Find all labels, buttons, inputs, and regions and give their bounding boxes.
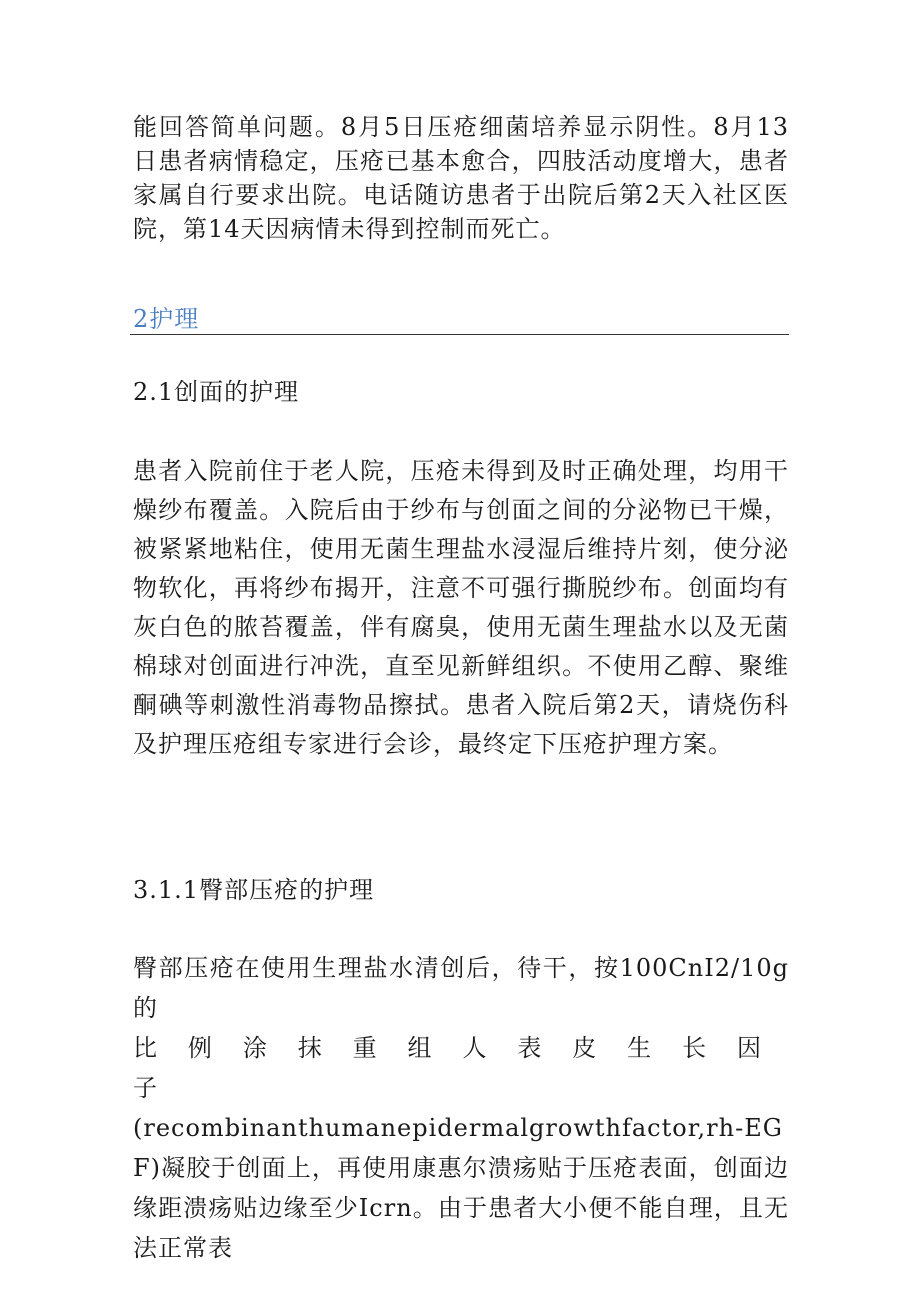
subsection-heading-wound-care: 2.1创面的护理 bbox=[133, 378, 300, 406]
paragraph-rest: (recombinanthumanepidermalgrowthfactor,rh-EGF)凝胶于创面上，再使用康惠尔溃疡贴于压疮表面，创面边缘距溃疡贴边缘至少Icrn。由于患者大小便不能自理，且无法正常表 bbox=[133, 1114, 789, 1262]
paragraph-wound-care: 患者入院前住于老人院，压疮未得到及时正确处理，均用干燥纱布覆盖。入院后由于纱布与创面之间的分泌物已干燥，被紧紧地粘住，使用无菌生理盐水浸湿后维持片刻，使分泌物软化，再将纱布揭开，注意不可强行撕脱纱布。创面均有灰白色的脓苔覆盖，伴有腐臭，使用无菌生理盐水以及无菌棉球对创面进行冲洗，直至见新鲜组织。不使用乙醇、聚维酮碘等刺激性消毒物品擦拭。患者入院后第2天，请烧伤科及护理压疮组专家进行会诊，最终定下压疮护理方案。 bbox=[133, 457, 789, 758]
section-heading-nursing: 2护理 bbox=[133, 305, 200, 333]
subsubsection-heading-buttock-care: 3.1.1臀部压疮的护理 bbox=[133, 876, 375, 904]
paragraph-line: 臀部压疮在使用生理盐水清创后，待干，按100CnI2/10g的 bbox=[133, 954, 789, 1022]
paragraph-buttock-care bbox=[133, 948, 789, 1268]
paragraph-line: 比例涂抹重组人表皮生长因子 bbox=[133, 1034, 789, 1102]
section-divider bbox=[130, 334, 789, 335]
paragraph-outcome: 能回答简单问题。8月5日压疮细菌培养显示阴性。8月13日患者病情稳定，压疮已基本愈合，四肢活动度增大，患者家属自行要求出院。电话随访患者于出院后第2天入社区医院，第14天因病情未得到控制而死亡。 bbox=[133, 113, 789, 243]
